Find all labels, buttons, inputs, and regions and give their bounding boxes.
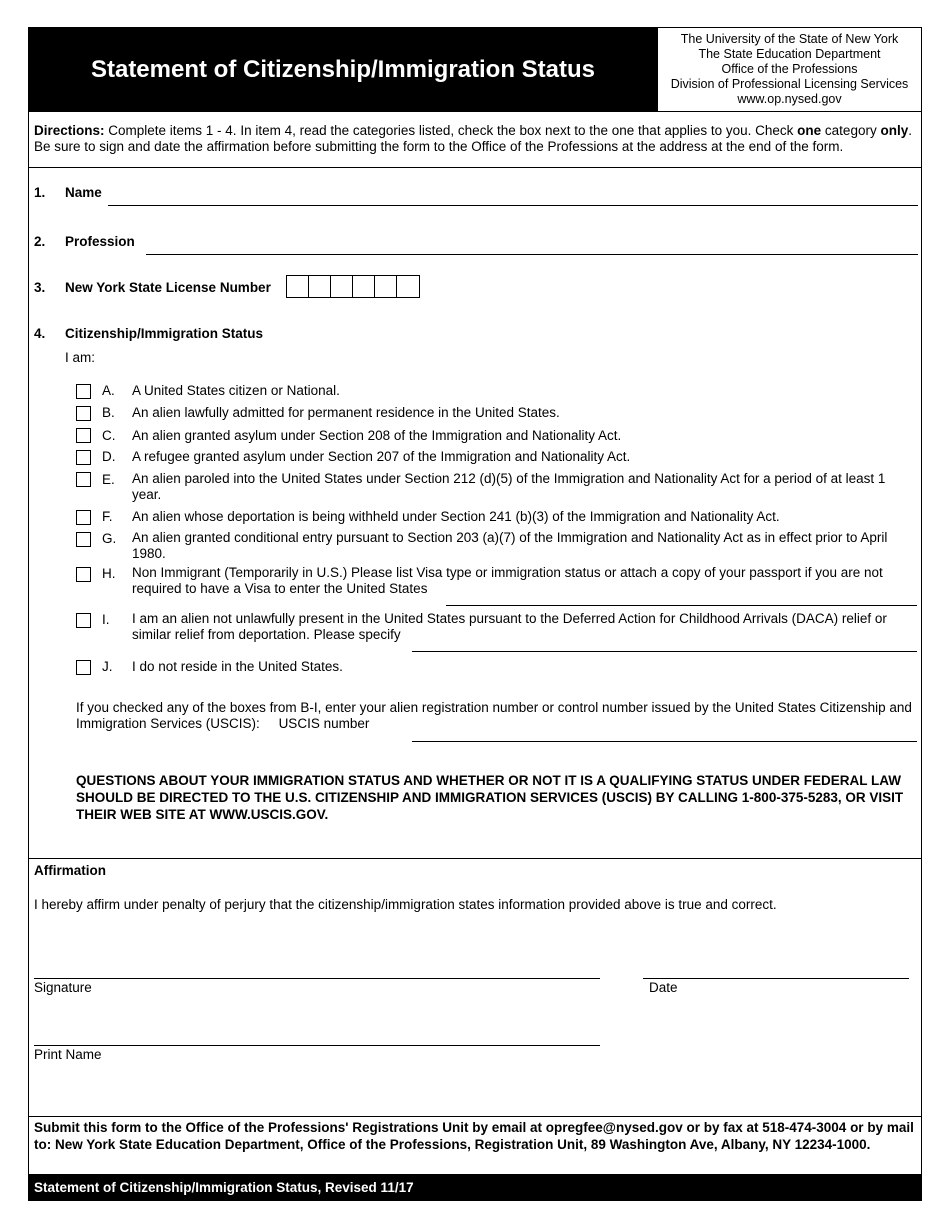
form <box>28 27 922 1201</box>
option-letter: J. <box>102 659 113 674</box>
agency-line: Office of the Professions <box>721 62 858 76</box>
option-letter: E. <box>102 472 115 487</box>
daca-specify-field[interactable] <box>412 651 917 652</box>
option-letter: D. <box>102 449 116 464</box>
option-text: Non Immigrant (Temporarily in U.S.) Please list Visa type or immigration status or attach a copy of your passport if you are not required to have a Visa to enter the United States <box>132 565 883 596</box>
agency-website: www.op.nysed.gov <box>737 92 842 106</box>
divider <box>29 1116 921 1117</box>
item-number: 4. <box>34 326 46 341</box>
option-text: An alien lawfully admitted for permanent residence in the United States. <box>132 405 560 420</box>
checkbox-g[interactable] <box>76 532 91 547</box>
name-field[interactable] <box>108 205 918 206</box>
date-label: Date <box>649 980 678 995</box>
option-text: I do not reside in the United States. <box>132 659 343 674</box>
affirmation-text: I hereby affirm under penalty of perjury that the citizenship/immigration states information provided above is true and correct. <box>34 897 777 912</box>
uscis-number-field[interactable] <box>412 741 917 742</box>
option-letter: B. <box>102 405 115 420</box>
item-number: 1. <box>34 185 46 200</box>
option-letter: A. <box>102 383 115 398</box>
status-intro: I am: <box>65 350 96 365</box>
profession-label: Profession <box>65 234 135 249</box>
submit-instructions: Submit this form to the Office of the Professions' Registrations Unit by email at opregfee@nysed.gov or by fax at 518-474-3004 or by mail to: New York State Education Department, Office of the Professions, Registration Unit, 89 Washington Ave, Albany, NY 12234-1000. <box>34 1120 914 1152</box>
option-letter: F. <box>102 509 113 524</box>
divider <box>29 858 921 859</box>
print-name-label: Print Name <box>34 1047 102 1062</box>
page-title: Statement of Citizenship/Immigration Status <box>90 55 596 83</box>
date-field[interactable] <box>643 978 909 979</box>
option-text: A United States citizen or National. <box>132 383 340 398</box>
license-digit-box[interactable] <box>331 276 353 297</box>
item-number: 2. <box>34 234 46 249</box>
option-text: An alien granted asylum under Section 208 of the Immigration and Nationality Act. <box>132 428 622 443</box>
option-text: An alien whose deportation is being withheld under Section 241 (b)(3) of the Immigration and Nationality Act. <box>132 509 780 524</box>
profession-field[interactable] <box>146 254 918 255</box>
option-letter: G. <box>102 531 117 546</box>
option-letter: H. <box>102 566 116 581</box>
checkbox-d[interactable] <box>76 450 91 465</box>
agency-info <box>657 28 921 111</box>
checkbox-j[interactable] <box>76 660 91 675</box>
license-digit-box[interactable] <box>353 276 375 297</box>
divider <box>29 167 921 168</box>
license-digit-box[interactable] <box>375 276 397 297</box>
option-letter: I. <box>102 612 110 627</box>
footer: Statement of Citizenship/Immigration Status, Revised 11/17 <box>29 1174 921 1201</box>
signature-field[interactable] <box>34 978 600 979</box>
uscis-warning: QUESTIONS ABOUT YOUR IMMIGRATION STATUS AND WHETHER OR NOT IT IS A QUALIFYING STATUS UNDER FEDERAL LAW SHOULD BE DIRECTED TO THE U.S. CITIZENSHIP AND IMMIGRATION SERVICES (USCIS) BY CALLING 1-800-375-5283, OR VISIT THEIR WEB SITE AT WWW.USCIS.GOV. <box>76 773 904 822</box>
status-label: Citizenship/Immigration Status <box>65 326 264 341</box>
visa-type-field[interactable] <box>446 605 917 606</box>
option-text: I am an alien not unlawfully present in the United States pursuant to the Deferred Action for Childhood Arrivals (DACA) relief or similar relief from deportation. Please specify <box>132 611 887 642</box>
uscis-instructions: If you checked any of the boxes from B-I, enter your alien registration number or control number issued by the United States Citizenship and Immigration Services (USCIS): USCIS number <box>76 700 912 731</box>
checkbox-i[interactable] <box>76 613 91 628</box>
agency-line: Division of Professional Licensing Services <box>670 77 909 91</box>
print-name-field[interactable] <box>34 1045 600 1046</box>
checkbox-f[interactable] <box>76 510 91 525</box>
checkbox-e[interactable] <box>76 472 91 487</box>
uscis-number-label: USCIS number <box>278 716 370 731</box>
item-number: 3. <box>34 280 46 295</box>
license-label: New York State License Number <box>65 280 271 295</box>
name-label: Name <box>65 185 102 200</box>
signature-label: Signature <box>34 980 92 995</box>
title-banner <box>29 28 657 111</box>
agency-line: The State Education Department <box>698 47 881 61</box>
directions: Directions: Complete items 1 - 4. In item 4, read the categories listed, check the box next to the one that applies to you. Check one category only. Be sure to sign and date the affirmation before submitting the form to the Office of the Professions at the address at the end of the form. <box>34 123 912 154</box>
checkbox-c[interactable] <box>76 428 91 443</box>
license-number-boxes[interactable] <box>286 275 420 298</box>
license-digit-box[interactable] <box>287 276 309 297</box>
agency-line: The University of the State of New York <box>680 32 899 46</box>
option-text: An alien granted conditional entry pursuant to Section 203 (a)(7) of the Immigration and Nationality Act as in effect prior to April 1980. <box>132 530 888 561</box>
option-letter: C. <box>102 428 116 443</box>
checkbox-b[interactable] <box>76 406 91 421</box>
checkbox-h[interactable] <box>76 567 91 582</box>
license-digit-box[interactable] <box>397 276 419 297</box>
license-digit-box[interactable] <box>309 276 331 297</box>
option-text: A refugee granted asylum under Section 207 of the Immigration and Nationality Act. <box>132 449 631 464</box>
divider <box>29 111 921 112</box>
option-text: An alien paroled into the United States under Section 212 (d)(5) of the Immigration and Nationality Act for a period of at least 1 year. <box>132 471 886 502</box>
affirmation-heading: Affirmation <box>34 863 106 878</box>
checkbox-a[interactable] <box>76 384 91 399</box>
